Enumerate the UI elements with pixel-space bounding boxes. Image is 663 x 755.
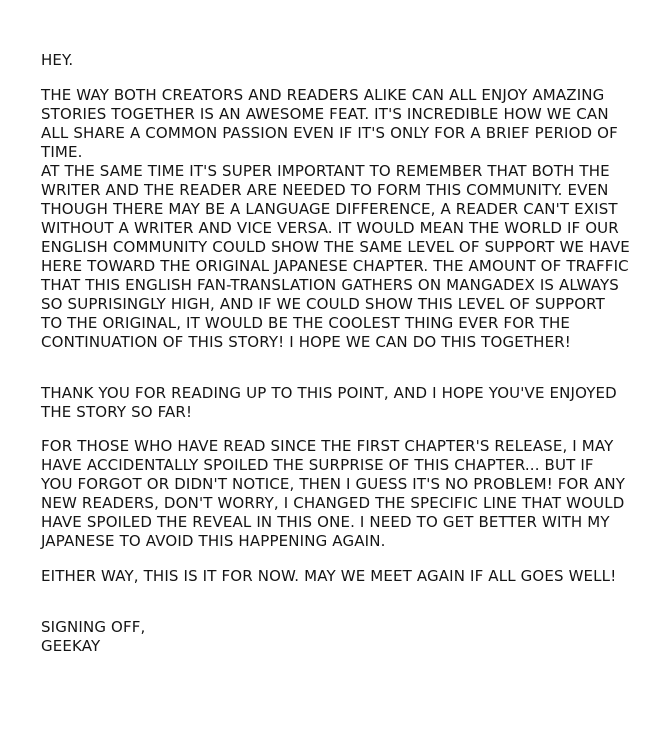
greeting: HEY.: [41, 51, 74, 69]
paragraph-3-line: THE STORY SO FAR!: [41, 403, 193, 421]
paragraph-2-line: HERE TOWARD THE ORIGINAL JAPANESE CHAPTER. THE AMOUNT OF TRAFFIC: [41, 257, 629, 275]
paragraph-1-line: STORIES TOGETHER IS AN AWESOME FEAT. IT'S INCREDIBLE HOW WE CAN: [41, 105, 609, 123]
signoff-line: SIGNING OFF,: [41, 618, 146, 636]
paragraph-4-line: HAVE SPOILED THE REVEAL IN THIS ONE. I NEED TO GET BETTER WITH MY: [41, 513, 610, 531]
paragraph-2-line: ENGLISH COMMUNITY COULD SHOW THE SAME LEVEL OF SUPPORT WE HAVE: [41, 238, 630, 256]
paragraph-2-line: THOUGH THERE MAY BE A LANGUAGE DIFFERENCE, A READER CAN'T EXIST: [41, 200, 618, 218]
paragraph-1-line: THE WAY BOTH CREATORS AND READERS ALIKE CAN ALL ENJOY AMAZING: [41, 86, 605, 104]
paragraph-3-line: THANK YOU FOR READING UP TO THIS POINT, AND I HOPE YOU'VE ENJOYED: [41, 384, 617, 402]
paragraph-4-line: JAPANESE TO AVOID THIS HAPPENING AGAIN.: [41, 532, 386, 550]
paragraph-2-line: WITHOUT A WRITER AND VICE VERSA. IT WOULD MEAN THE WORLD IF OUR: [41, 219, 619, 237]
paragraph-2-line: WRITER AND THE READER ARE NEEDED TO FORM THIS COMMUNITY. EVEN: [41, 181, 609, 199]
paragraph-2-line: SO SUPRISINGLY HIGH, AND IF WE COULD SHOW THIS LEVEL OF SUPPORT: [41, 295, 605, 313]
paragraph-2-line: TO THE ORIGINAL, IT WOULD BE THE COOLEST THING EVER FOR THE: [41, 314, 571, 332]
paragraph-2-line: CONTINUATION OF THIS STORY! I HOPE WE CAN DO THIS TOGETHER!: [41, 333, 571, 351]
paragraph-2-line: THAT THIS ENGLISH FAN-TRANSLATION GATHERS ON MANGADEX IS ALWAYS: [41, 276, 619, 294]
paragraph-1-line: TIME.: [41, 143, 83, 161]
paragraph-4-line: NEW READERS, DON'T WORRY, I CHANGED THE SPECIFIC LINE THAT WOULD: [41, 494, 625, 512]
paragraph-1-line: ALL SHARE A COMMON PASSION EVEN IF IT'S ONLY FOR A BRIEF PERIOD OF: [41, 124, 618, 142]
signature: GEEKAY: [41, 637, 101, 655]
paragraph-4-line: YOU FORGOT OR DIDN'T NOTICE, THEN I GUESS IT'S NO PROBLEM! FOR ANY: [41, 475, 626, 493]
paragraph-2-line: AT THE SAME TIME IT'S SUPER IMPORTANT TO REMEMBER THAT BOTH THE: [41, 162, 610, 180]
paragraph-4-line: HAVE ACCIDENTALLY SPOILED THE SURPRISE OF THIS CHAPTER... BUT IF: [41, 456, 594, 474]
paragraph-4-line: FOR THOSE WHO HAVE READ SINCE THE FIRST CHAPTER'S RELEASE, I MAY: [41, 437, 614, 455]
paragraph-5-line: EITHER WAY, THIS IS IT FOR NOW. MAY WE MEET AGAIN IF ALL GOES WELL!: [41, 567, 617, 585]
